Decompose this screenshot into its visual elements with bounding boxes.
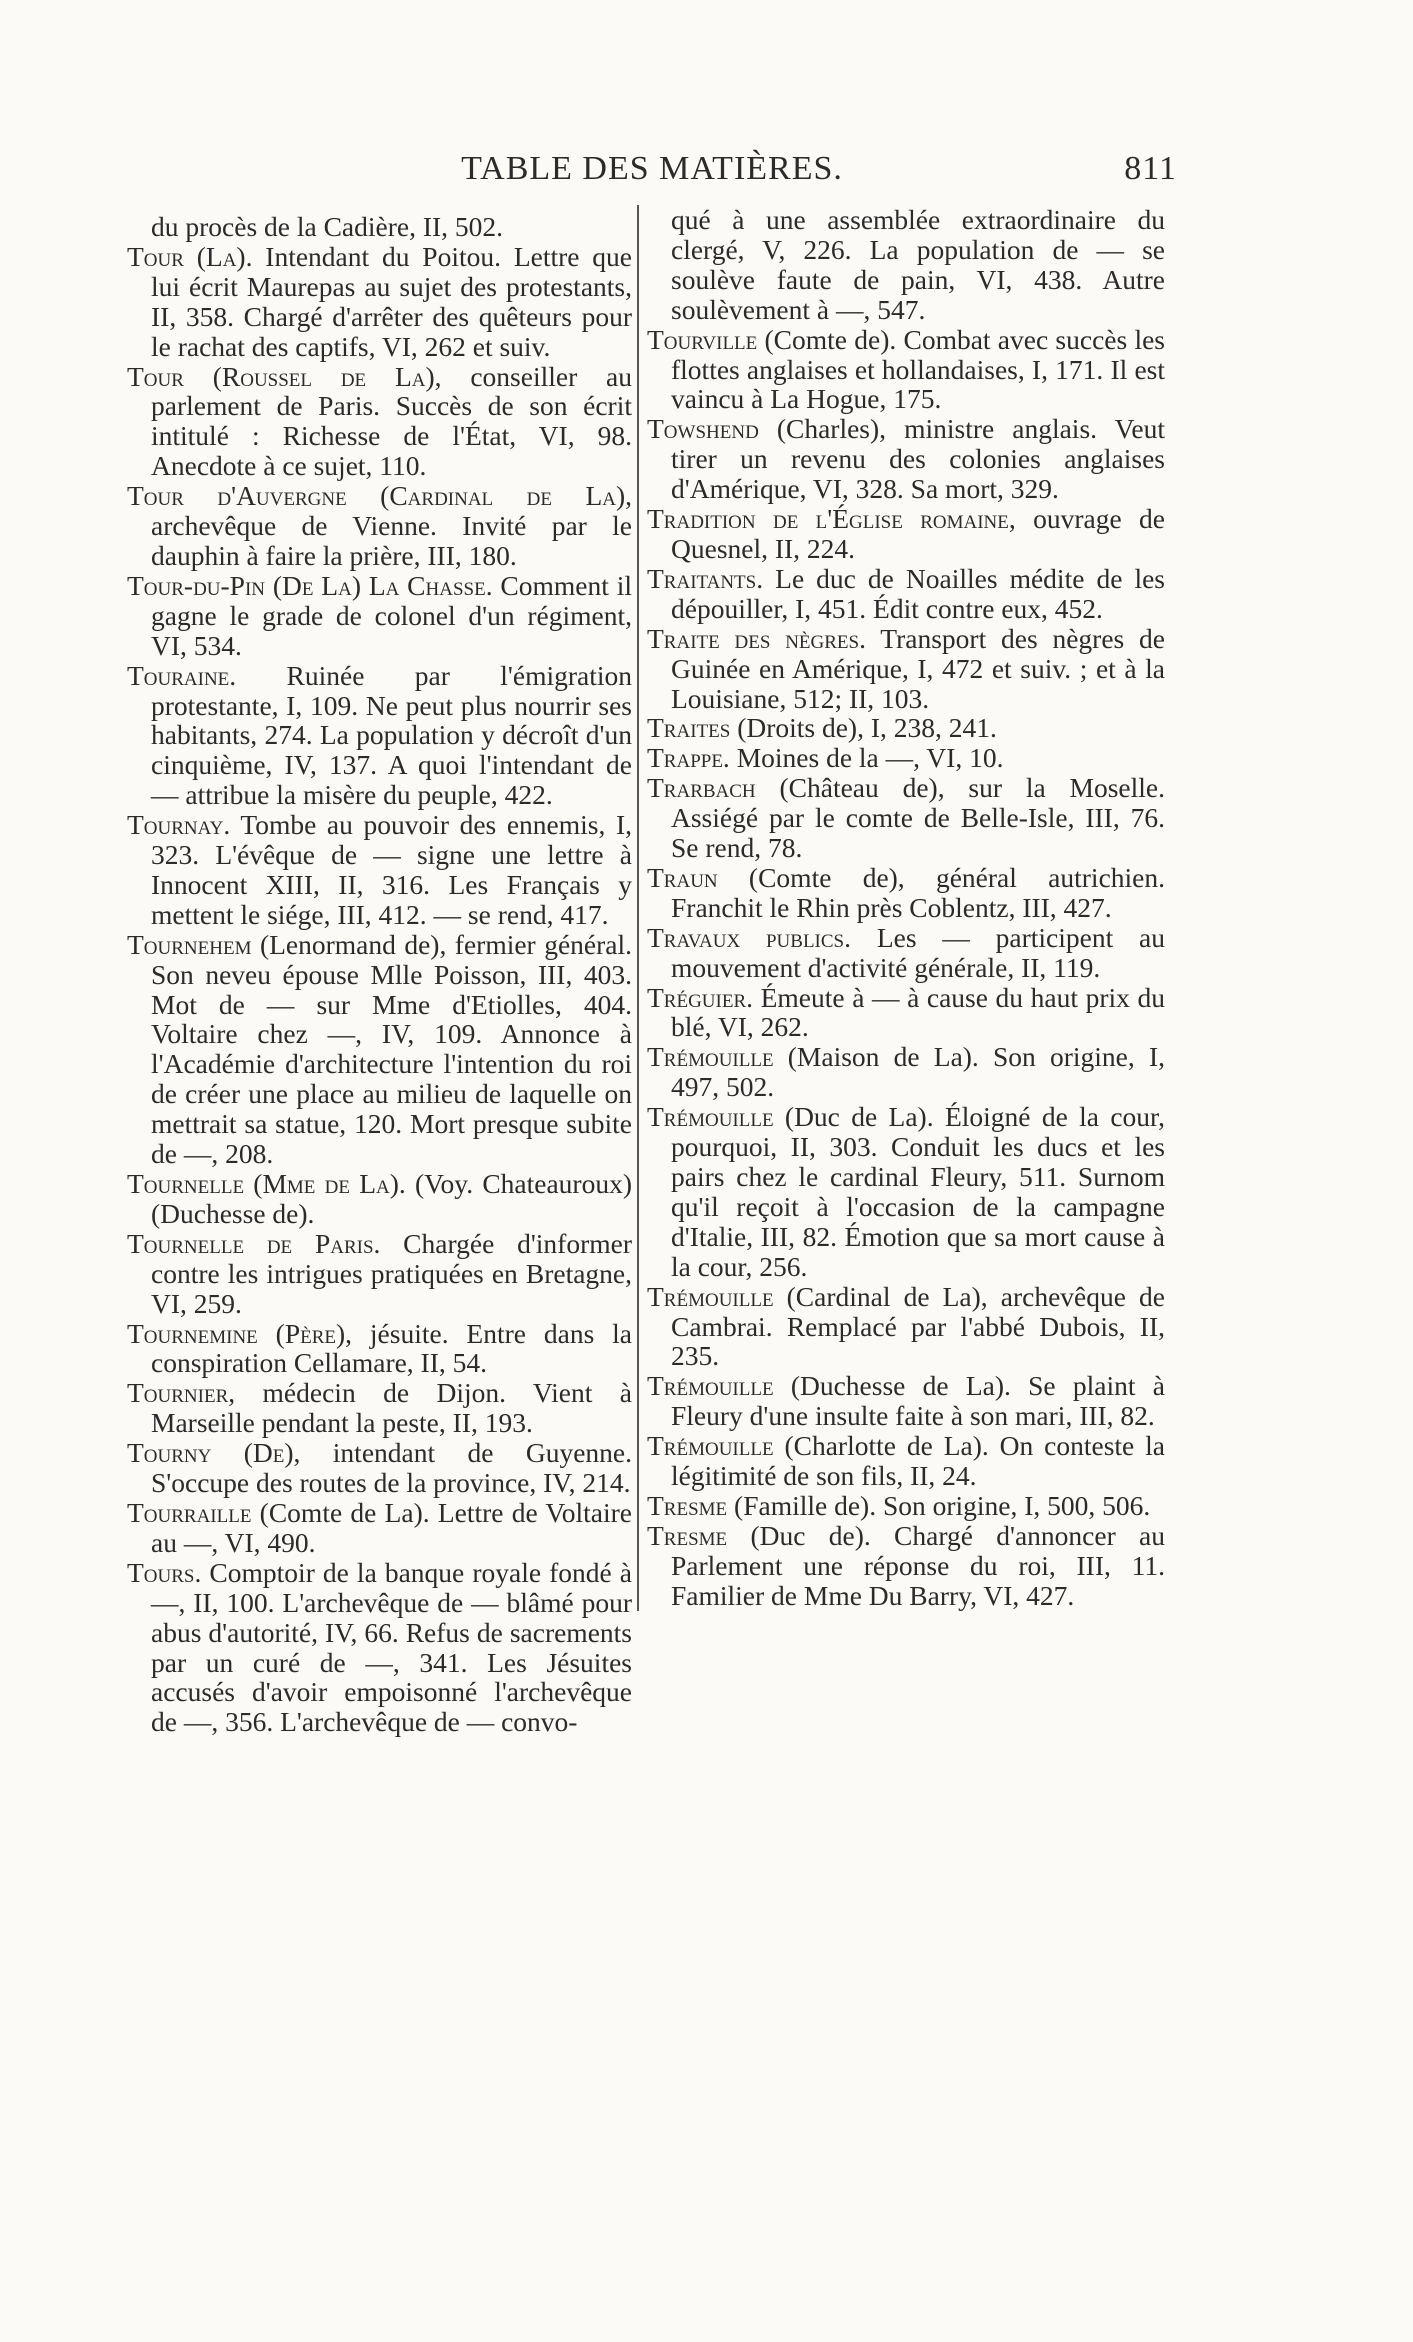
entry-text: (Voy. Chateauroux) (Duchesse de). xyxy=(151,1168,632,1229)
index-entry xyxy=(647,1371,1165,1431)
index-entry xyxy=(127,661,632,811)
index-entry xyxy=(647,713,1165,743)
entry-headword: Traitants. xyxy=(647,562,764,594)
index-entry xyxy=(647,325,1165,415)
entry-headword: Trarbach xyxy=(647,772,756,804)
index-entry xyxy=(127,1498,632,1558)
index-entry xyxy=(127,1169,632,1229)
index-entry xyxy=(647,923,1165,983)
index-entry xyxy=(127,1438,632,1498)
entry-headword: Trémouille xyxy=(647,1280,774,1312)
entry-text: médecin de Dijon. Vient à Marseille pendant la peste, II, 193. xyxy=(151,1377,632,1439)
entry-text: Émeute à — à cause du haut prix du blé, VI, 262. xyxy=(671,981,1165,1043)
index-entry xyxy=(647,1431,1165,1491)
entry-text: Chargée d'informer contre les intrigues pratiquées en Bretagne, VI, 259. xyxy=(151,1227,632,1319)
entry-headword: Tresme xyxy=(647,1489,728,1521)
entry-headword: Travaux publics. xyxy=(647,921,851,953)
entry-headword: Tournelle (Mme de La). xyxy=(127,1168,406,1199)
entry-text: (Cardinal de La), archevêque de Cambrai. Remplacé par l'abbé Dubois, II, 235. xyxy=(671,1280,1165,1372)
page-number: 811 xyxy=(1124,150,1177,187)
entry-headword: Trappe. xyxy=(647,742,730,774)
entry-text: qué à une assemblée extraordinaire du clergé, V, 226. La population de — se soulève faute de pain, VI, 438. Autre soulèvement à —, 547. xyxy=(671,204,1165,325)
index-entry xyxy=(647,564,1165,624)
entry-text: (Comte de), général autrichien. Franchit le Rhin près Coblentz, III, 427. xyxy=(671,861,1165,923)
entry-headword: Touraine. xyxy=(127,659,237,691)
entry-text: (Charlotte de La). On conteste la légitimité de son fils, II, 24. xyxy=(671,1430,1165,1492)
entry-text: (Château de), sur la Moselle. Assiégé par le comte de Belle-Isle, III, 76. Se rend, 78. xyxy=(671,772,1165,864)
left-column xyxy=(127,212,632,1737)
index-entry xyxy=(647,1042,1165,1102)
index-entry xyxy=(647,414,1165,504)
entry-text: ouvrage de Quesnel, II, 224. xyxy=(671,503,1165,564)
entry-headword: Tour (La). xyxy=(127,240,253,272)
entry-headword: Tréguier. xyxy=(647,981,754,1013)
index-entry xyxy=(127,481,632,571)
entry-headword: Tour d'Auvergne (Cardinal de La), xyxy=(127,480,632,512)
entry-headword: Trémouille xyxy=(647,1041,774,1073)
index-entries-left xyxy=(127,212,632,1737)
entry-text: conseiller au parlement de Paris. Succès de son écrit intitulé : Richesse de l'État, VI, 98. Anecdote à ce sujet, 110. xyxy=(151,360,632,482)
entry-headword: Tournehem xyxy=(127,928,252,960)
index-entry xyxy=(647,863,1165,923)
entry-headword: Tour (Roussel de La), xyxy=(127,360,442,392)
entry-headword: Traite des nègres. xyxy=(647,622,866,654)
index-entry xyxy=(127,930,632,1169)
right-column xyxy=(637,205,1165,1611)
index-entry xyxy=(127,1229,632,1319)
entry-text: Moines de la —, VI, 10. xyxy=(729,742,1004,774)
entry-headword: Tournay. xyxy=(127,809,231,841)
entry-text: (Famille de). Son origine, I, 500, 506. xyxy=(727,1489,1151,1521)
entry-text: Intendant du Poitou. Lettre que lui écrit Maurepas au sujet des protestants, II, 358. Chargé d'arrêter des quêteurs pour le rachat des captifs, VI, 262 et suiv. xyxy=(151,240,632,362)
entry-text: Les — participent au mouvement d'activité générale, II, 119. xyxy=(671,921,1165,983)
entry-headword: Tourville xyxy=(647,323,758,355)
index-entry xyxy=(647,1521,1165,1611)
entry-text: Le duc de Noailles médite de les dépouiller, I, 451. Édit contre eux, 452. xyxy=(671,562,1165,624)
entry-headword: Tour-du-Pin (De La) La Chasse. xyxy=(127,569,493,601)
index-entry xyxy=(647,1102,1165,1281)
index-entry xyxy=(127,810,632,930)
index-entry xyxy=(127,1378,632,1438)
entry-text: Comment il gagne le grade de colonel d'un régiment, VI, 534. xyxy=(151,569,632,661)
entry-headword: Trémouille xyxy=(647,1101,774,1133)
entry-text: archevêque de Vienne. Invité par le dauphin à faire la prière, III, 180. xyxy=(151,510,632,571)
entry-headword: Tradition de l'Église romaine, xyxy=(647,503,1016,535)
entry-headword: Tourny (De), xyxy=(127,1437,301,1469)
entry-headword: Tourraille xyxy=(127,1496,252,1528)
index-entry xyxy=(647,983,1165,1043)
entry-text: (Lenormand de), fermier général. Son neveu épouse Mlle Poisson, III, 403. Mot de — sur Mme d'Etiolles, 404. Voltaire chez —, IV, 109. Annonce à l'Académie d'architecture l'intention du roi de créer une place au milieu de laquelle on mettrait sa statue, 120. Mort presque subite de —, 208. xyxy=(151,928,632,1170)
entry-headword: Trémouille xyxy=(647,1430,774,1462)
entry-headword: Traites xyxy=(647,712,731,744)
page-title: TABLE DES MATIÈRES. xyxy=(461,150,843,187)
index-entry xyxy=(647,743,1165,773)
index-entry xyxy=(127,571,632,661)
index-entry xyxy=(127,1319,632,1379)
entry-headword: Tournier, xyxy=(127,1377,236,1409)
entry-text: (Duc de La). Éloigné de la cour, pourquoi, II, 303. Conduit les ducs et les pairs chez le cardinal Fleury, 511. Surnom qu'il reçoit à l'occasion de la campagne d'Italie, III, 82. Émotion que sa mort cause à la cour, 256. xyxy=(671,1101,1165,1282)
index-entry xyxy=(647,1491,1165,1521)
index-entry xyxy=(127,242,632,362)
index-entry xyxy=(647,504,1165,564)
index-entries-right xyxy=(647,205,1165,1611)
entry-text: du procès de la Cadière, II, 502. xyxy=(151,211,504,242)
entry-text: (Comte de La). Lettre de Voltaire au —, VI, 490. xyxy=(151,1496,632,1558)
index-entry xyxy=(127,1558,632,1737)
entry-text: Comptoir de la banque royale fondé à —, II, 100. L'archevêque de — blâmé pour abus d'autorité, IV, 66. Refus de sacrements par un curé de —, 341. Les Jésuites accusés d'avoir empoisonné l'archevêque de —, 356. L'archevêque de — convo- xyxy=(151,1556,632,1738)
index-entry xyxy=(647,1282,1165,1372)
entry-text: (Maison de La). Son origine, I, 497, 502. xyxy=(671,1041,1165,1103)
entry-text: Tombe au pouvoir des ennemis, I, 323. L'évêque de — signe une lettre à Innocent XIII, II, 316. Les Français y mettent le siége, III, 412. — se rend, 417. xyxy=(151,809,632,930)
entry-headword: Traun xyxy=(647,861,718,893)
entry-headword: Tournelle de Paris. xyxy=(127,1227,381,1259)
index-entry xyxy=(647,624,1165,714)
index-entry xyxy=(127,362,632,482)
entry-text: Ruinée par l'émigration protestante, I, 109. Ne peut plus nourrir ses habitants, 274. La population y décroît d'un cinquième, IV, 137. A quoi l'intendant de — attribue la misère du peuple, 422. xyxy=(151,659,632,811)
entry-headword: Trémouille xyxy=(647,1370,774,1402)
entry-text: Transport des nègres de Guinée en Amérique, I, 472 et suiv. ; et à la Louisiane, 512; II, 103. xyxy=(671,622,1165,714)
entry-text: (Duchesse de La). Se plaint à Fleury d'une insulte faite à son mari, III, 82. xyxy=(671,1370,1165,1432)
index-entry xyxy=(647,773,1165,863)
entry-text: intendant de Guyenne. S'occupe des routes de la province, IV, 214. xyxy=(151,1437,633,1499)
entry-text: jésuite. Entre dans la conspiration Cellamare, II, 54. xyxy=(151,1317,632,1379)
entry-headword: Towshend xyxy=(647,413,759,445)
entry-text: (Duc de). Chargé d'annoncer au Parlement une réponse du roi, III, 11. Familier de Mme Du Barry, VI, 427. xyxy=(671,1519,1165,1611)
entry-text: (Droits de), I, 238, 241. xyxy=(730,712,997,744)
entry-headword: Tresme xyxy=(647,1519,728,1551)
entry-text: (Comte de). Combat avec succès les flottes anglaises et hollandaises, I, 171. Il est vaincu à La Hogue, 175. xyxy=(671,323,1165,415)
entry-headword: Tours. xyxy=(127,1556,202,1588)
running-header xyxy=(127,150,1177,196)
index-entry xyxy=(127,212,632,242)
entry-headword: Tournemine (Père), xyxy=(127,1317,353,1349)
index-entry xyxy=(647,205,1165,325)
entry-text: (Charles), ministre anglais. Veut tirer un revenu des colonies anglaises d'Amérique, VI, 328. Sa mort, 329. xyxy=(671,413,1165,505)
